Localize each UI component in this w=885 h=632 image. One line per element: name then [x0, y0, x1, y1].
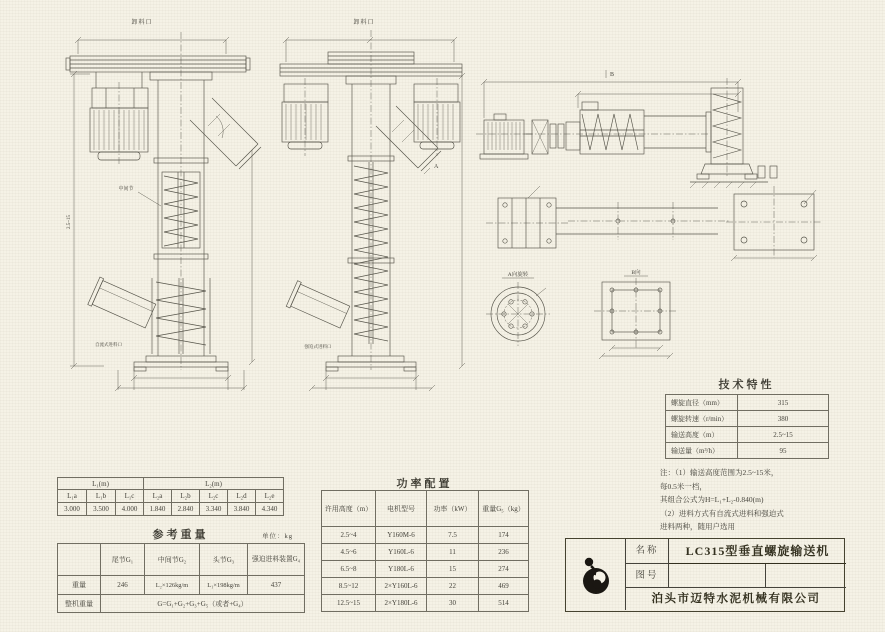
discharge-port-label: 卸料口: [353, 20, 375, 26]
plan-view: [486, 186, 822, 261]
forced-feed-hopper: [286, 281, 350, 330]
drawing-no-value: [669, 564, 766, 588]
power-table-header-row: 许用高度（m） 电机型号 功率（kW） 重量G₅（kg）: [322, 491, 529, 527]
power-row: 12.5~15 2×Y180L-6 30 514: [322, 595, 529, 612]
discharge-trough: [66, 56, 250, 72]
weight-table-header-row: 尾节G₁ 中间节G₂ 头节G₃ 强迫进料装置G₄: [58, 544, 305, 576]
vertical-column-section: [690, 78, 777, 188]
company-logo: [566, 539, 626, 610]
l2-group-header: L₂(m): [144, 478, 284, 490]
dimension-lines: [481, 79, 741, 118]
total-weight-row: 整机重量 G=G₁+G₂+G₃+G₅（或者+G₄）: [58, 595, 305, 613]
gravity-feed-hopper: [88, 277, 157, 330]
drive-motor: [90, 72, 148, 166]
note-line: 进料两种，随用户选用: [660, 522, 735, 531]
weight-row: 重量 246 L₂×126kg/m L₁×198kg/m 437: [58, 576, 305, 595]
spec-row: 螺旋直径（mm） 315: [666, 395, 829, 411]
drawing-no-extra-cell: [766, 564, 846, 588]
gravity-feed-label: 自流式进料口: [95, 342, 122, 347]
logo-cell: [566, 539, 626, 610]
power-table: [321, 490, 529, 612]
detail-a-flange: [486, 270, 550, 346]
feeder-motor: [480, 114, 532, 159]
drawing-no-label: 图号: [626, 564, 669, 588]
feed-screw-trough: [476, 102, 711, 154]
power-row: 8.5~12 2×Y160L-6 22 469: [322, 578, 529, 595]
spec-row: 输送高度（m） 2.5~15: [666, 427, 829, 443]
middle-elevation-view: [272, 10, 470, 430]
screw-spiral-window: [118, 172, 200, 248]
spec-table-title: 技术特性: [718, 379, 775, 391]
power-table-title: 功率配置: [396, 478, 453, 490]
drawing-name: LC315型垂直螺旋输送机: [669, 539, 846, 564]
l-values-table: [57, 477, 284, 516]
note-line: （2）进料方式有自流式进料和强迫式: [660, 508, 784, 518]
svg-text:B向: B向: [631, 270, 641, 276]
right-drive-motor: [414, 78, 460, 156]
screw-column: [150, 32, 212, 370]
company-name: 泊头市迈特水泥机械有限公司: [651, 593, 821, 605]
side-assembly-and-details: [468, 62, 878, 362]
l1-group-header: L₁(m): [58, 478, 144, 490]
power-row: 6.5~8 Y180L-6 15 274: [322, 561, 529, 578]
l-table-header-row: L₁a L₁b L₁c L₂a L₂b L₂c L₂d L₂e: [58, 490, 284, 503]
svg-text:B: B: [610, 72, 615, 78]
weight-table-unit: 单位：kg: [262, 533, 293, 540]
note-line: 每0.5米一档，: [660, 481, 707, 491]
title-block: [565, 538, 845, 612]
view-b-marker: [606, 70, 614, 78]
inclined-feed-chute: [190, 98, 261, 169]
left-elevation-view: [30, 10, 262, 430]
l-table-value-row: 3.000 3.500 4.000 1.840 2.840 3.340 3.840 4.340: [58, 503, 284, 516]
svg-text:A: A: [434, 164, 439, 170]
screw-column: [346, 30, 396, 370]
name-label: 名称: [626, 539, 669, 564]
note-line: 注：（1）输送高度范围为2.5~15米，: [660, 468, 779, 477]
spec-table: [665, 394, 829, 459]
spec-row: 输送量（m³/h） 95: [666, 443, 829, 459]
discharge-port-label: 卸料口: [131, 20, 153, 26]
weight-table: [57, 543, 305, 613]
weight-table-title: 参考重量: [152, 529, 209, 541]
height-dimension-label: 2.5~15: [67, 215, 72, 229]
forced-feed-label: 强迫式进料口: [304, 344, 332, 349]
detail-b-section: [594, 268, 678, 359]
spec-row: 螺旋转速（r/min） 380: [666, 411, 829, 427]
note-line: 其组合公式为H=L₁+L₂-0.840(m): [660, 495, 764, 504]
notes: [660, 466, 875, 534]
power-row: 4.5~6 Y160L-6 11 236: [322, 544, 529, 561]
coupling-and-bearing: [532, 120, 580, 154]
left-drive-motor: [282, 78, 328, 156]
middle-section-label: 中间节: [118, 187, 134, 192]
svg-text:A向旋转: A向旋转: [507, 272, 529, 278]
dimension-lines: [67, 37, 255, 391]
power-row: 2.5~4 Y160M-6 7.5 174: [322, 527, 529, 544]
